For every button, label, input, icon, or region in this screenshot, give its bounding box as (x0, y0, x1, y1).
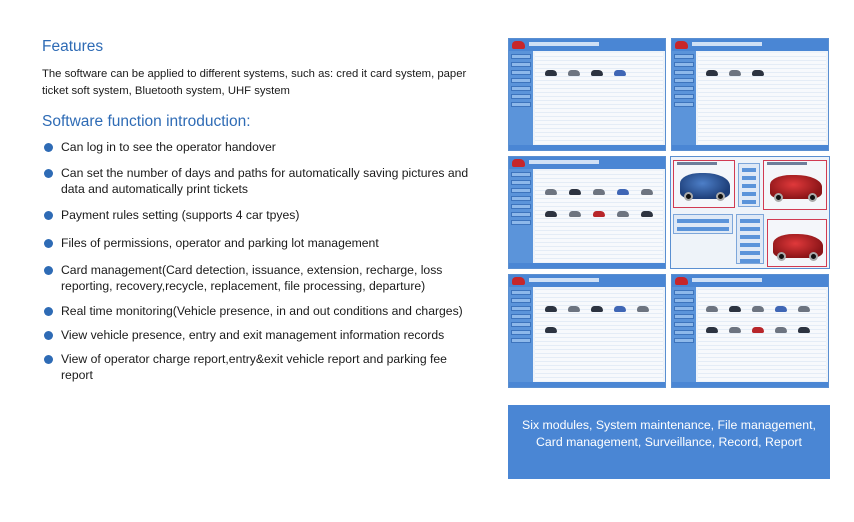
car-logo-icon (512, 159, 525, 167)
module-car-icon (641, 189, 653, 195)
software-screenshots (508, 38, 830, 390)
entry-camera-view (673, 160, 735, 208)
module-car-icon (593, 189, 605, 195)
screenshot-surveillance (670, 156, 830, 269)
module-car-icon (729, 306, 741, 312)
list-item (42, 327, 472, 343)
module-car-icon (591, 306, 603, 312)
list-item (42, 351, 472, 383)
bullet-icon (44, 239, 53, 248)
car-logo-icon (512, 277, 525, 285)
module-car-icon (545, 327, 557, 333)
module-car-icon (593, 211, 605, 217)
module-car-icon (614, 306, 626, 312)
exit-camera-view (763, 160, 827, 210)
bullet-icon (44, 355, 53, 364)
list-item (42, 303, 472, 319)
list-item-text: View of operator charge report,entry&exit vehicle report and parking fee report (61, 352, 447, 382)
software-heading: Software function introduction: (42, 113, 251, 130)
features-description: The software can be applied to different systems, such as: cred it card system, paper ticket soft system, Bluetooth system, UHF system (42, 68, 467, 97)
list-item-text: Real time monitoring(Vehicle presence, in and out conditions and charges) (61, 304, 463, 318)
features-heading: Features (42, 38, 104, 55)
module-car-icon (545, 70, 557, 76)
screenshot-report (671, 274, 829, 388)
module-car-icon (545, 189, 557, 195)
bullet-icon (44, 307, 53, 316)
module-car-icon (752, 70, 764, 76)
module-car-icon (545, 211, 557, 217)
module-car-icon (706, 306, 718, 312)
module-car-icon (617, 189, 629, 195)
exit-camera-view-2 (767, 219, 827, 267)
screenshot-system-maintenance (508, 38, 666, 151)
charge-panel (736, 214, 764, 264)
module-car-icon (614, 70, 626, 76)
list-item-text: Can log in to see the operator handover (61, 140, 276, 154)
car-logo-icon (675, 41, 688, 49)
list-item (42, 139, 472, 155)
vehicle-record-grid (673, 214, 733, 234)
screenshot-record (508, 274, 666, 388)
screenshot-card-management (508, 156, 666, 269)
list-item-text: Files of permissions, operator and parking lot management (61, 236, 379, 250)
module-car-icon (706, 70, 718, 76)
left-column (42, 38, 472, 383)
bullet-icon (44, 143, 53, 152)
module-car-icon (569, 211, 581, 217)
list-item-text: View vehicle presence, entry and exit management information records (61, 328, 445, 342)
module-car-icon (775, 327, 787, 333)
function-list (42, 139, 472, 383)
list-item (42, 207, 472, 223)
car-logo-icon (512, 41, 525, 49)
list-item-text: Payment rules setting (supports 4 car tpyes) (61, 208, 300, 222)
list-item-text: Card management(Card detection, issuance, extension, recharge, loss reporting, recovery,recycle, replacement, file processing, departure) (61, 263, 443, 293)
module-car-icon (591, 70, 603, 76)
list-item (42, 165, 472, 197)
bullet-icon (44, 266, 53, 275)
car-logo-icon (675, 277, 688, 285)
module-car-icon (706, 327, 718, 333)
module-car-icon (798, 327, 810, 333)
module-car-icon (569, 189, 581, 195)
module-car-icon (729, 70, 741, 76)
modules-caption: Six modules, System maintenance, File management, Card management, Surveillance, Record, Report (508, 405, 830, 479)
bullet-icon (44, 211, 53, 220)
list-item (42, 235, 472, 251)
list-item (42, 262, 472, 294)
module-car-icon (641, 211, 653, 217)
screenshot-file-management (671, 38, 829, 151)
module-car-icon (729, 327, 741, 333)
bullet-icon (44, 331, 53, 340)
entry-info-panel (738, 163, 760, 207)
module-car-icon (798, 306, 810, 312)
module-car-icon (568, 70, 580, 76)
module-car-icon (752, 327, 764, 333)
module-car-icon (752, 306, 764, 312)
module-car-icon (617, 211, 629, 217)
module-car-icon (568, 306, 580, 312)
module-car-icon (775, 306, 787, 312)
module-car-icon (545, 306, 557, 312)
list-item-text: Can set the number of days and paths for automatically saving pictures and data and automatically print tickets (61, 166, 469, 196)
bullet-icon (44, 169, 53, 178)
module-car-icon (637, 306, 649, 312)
